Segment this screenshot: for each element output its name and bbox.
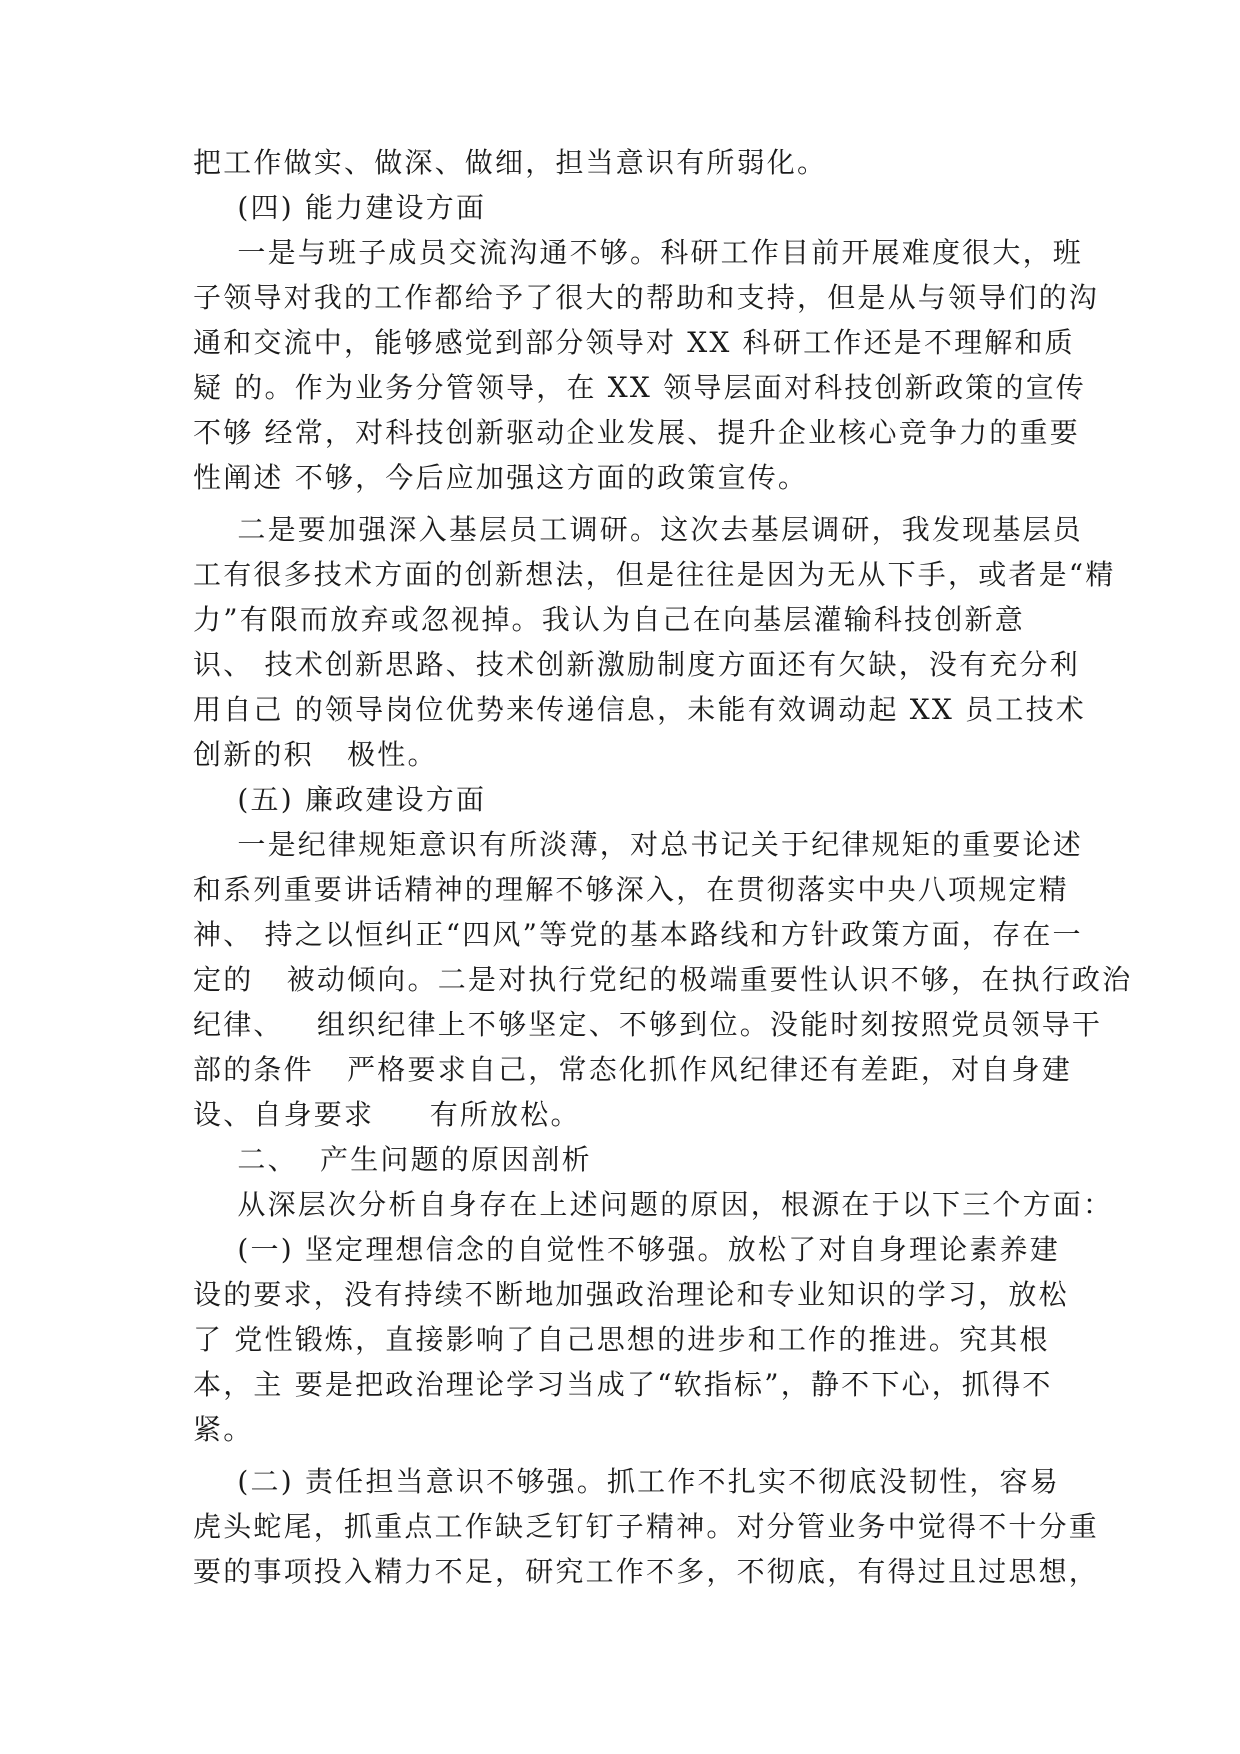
text-line: 紧。: [193, 1413, 254, 1446]
text-line: 不够 经常，对科技创新驱动企业发展、提升企业核心竞争力的重要: [193, 416, 1080, 449]
text-line: 要的事项投入精力不足，研究工作不多，不彻底，有得过且过思想，: [193, 1555, 1100, 1588]
text-line: 本，主 要是把政治理论学习当成了“软指标”，静不下心，抓得不: [193, 1368, 1053, 1401]
section-heading: 二、 产生问题的原因剖析: [193, 1143, 592, 1176]
text-line: 一是与班子成员交流沟通不够。科研工作目前开展难度很大，班: [193, 236, 1084, 269]
text-line: 识、 技术创新思路、技术创新激励制度方面还有欠缺，没有充分利: [193, 648, 1080, 681]
text-line: 通和交流中，能够感觉到部分领导对 XX 科研工作还是不理解和质: [193, 326, 1075, 359]
text-line: 力”有限而放弃或忽视掉。我认为自己在向基层灌输科技创新意: [193, 603, 1025, 636]
text-line: 子领导对我的工作都给予了很大的帮助和支持，但是从与领导们的沟: [193, 281, 1100, 314]
text-line: 一是纪律规矩意识有所淡薄，对总书记关于纪律规矩的重要论述: [193, 828, 1084, 861]
text-line: 虎头蛇尾，抓重点工作缺乏钉钉子精神。对分管业务中觉得不十分重: [193, 1510, 1100, 1543]
text-line: 疑 的。作为业务分管领导，在 XX 领导层面对科技创新政策的宣传: [193, 371, 1086, 404]
section-heading: (四) 能力建设方面: [193, 191, 487, 224]
text-line: 纪律、 组织纪律上不够坚定、不够到位。没能时刻按照党员领导干: [193, 1008, 1103, 1041]
text-line: 创新的积 极性。: [193, 738, 438, 771]
text-line: 设的要求，没有持续不断地加强政治理论和专业知识的学习，放松: [193, 1278, 1069, 1311]
text-line: 用自己 的领导岗位优势来传递信息，未能有效调动起 XX 员工技术: [193, 693, 1086, 726]
text-line: 部的条件 严格要求自己，常态化抓作风纪律还有差距，对自身建: [193, 1053, 1072, 1086]
text-line: 神、 持之以恒纠正“四风”等党的基本路线和方针政策方面，存在一: [193, 918, 1083, 951]
text-line: 工有很多技术方面的创新想法，但是往往是因为无从下手，或者是“精: [193, 558, 1116, 591]
text-line: 从深层次分析自身存在上述问题的原因，根源在于以下三个方面：: [193, 1188, 1114, 1221]
text-line: 定的 被动倾向。二是对执行党纪的极端重要性认识不够，在执行政治: [193, 963, 1133, 996]
text-line: 性阐述 不够，今后应加强这方面的政策宣传。: [193, 461, 809, 494]
text-line: 二是要加强深入基层员工调研。这次去基层调研，我发现基层员: [193, 513, 1084, 546]
text-line: 设、自身要求 有所放松。: [193, 1098, 581, 1131]
text-line: 把工作做实、做深、做细，担当意识有所弱化。: [193, 146, 828, 179]
text-line: (一) 坚定理想信念的自觉性不够强。放松了对自身理论素养建: [193, 1233, 1060, 1266]
text-line: 和系列重要讲话精神的理解不够深入，在贯彻落实中央八项规定精: [193, 873, 1069, 906]
text-line: 了 党性锻炼，直接影响了自己思想的进步和工作的推进。究其根: [193, 1323, 1050, 1356]
text-line: (二) 责任担当意识不够强。抓工作不扎实不彻底没韧性，容易: [193, 1465, 1060, 1498]
section-heading: (五) 廉政建设方面: [193, 783, 487, 816]
